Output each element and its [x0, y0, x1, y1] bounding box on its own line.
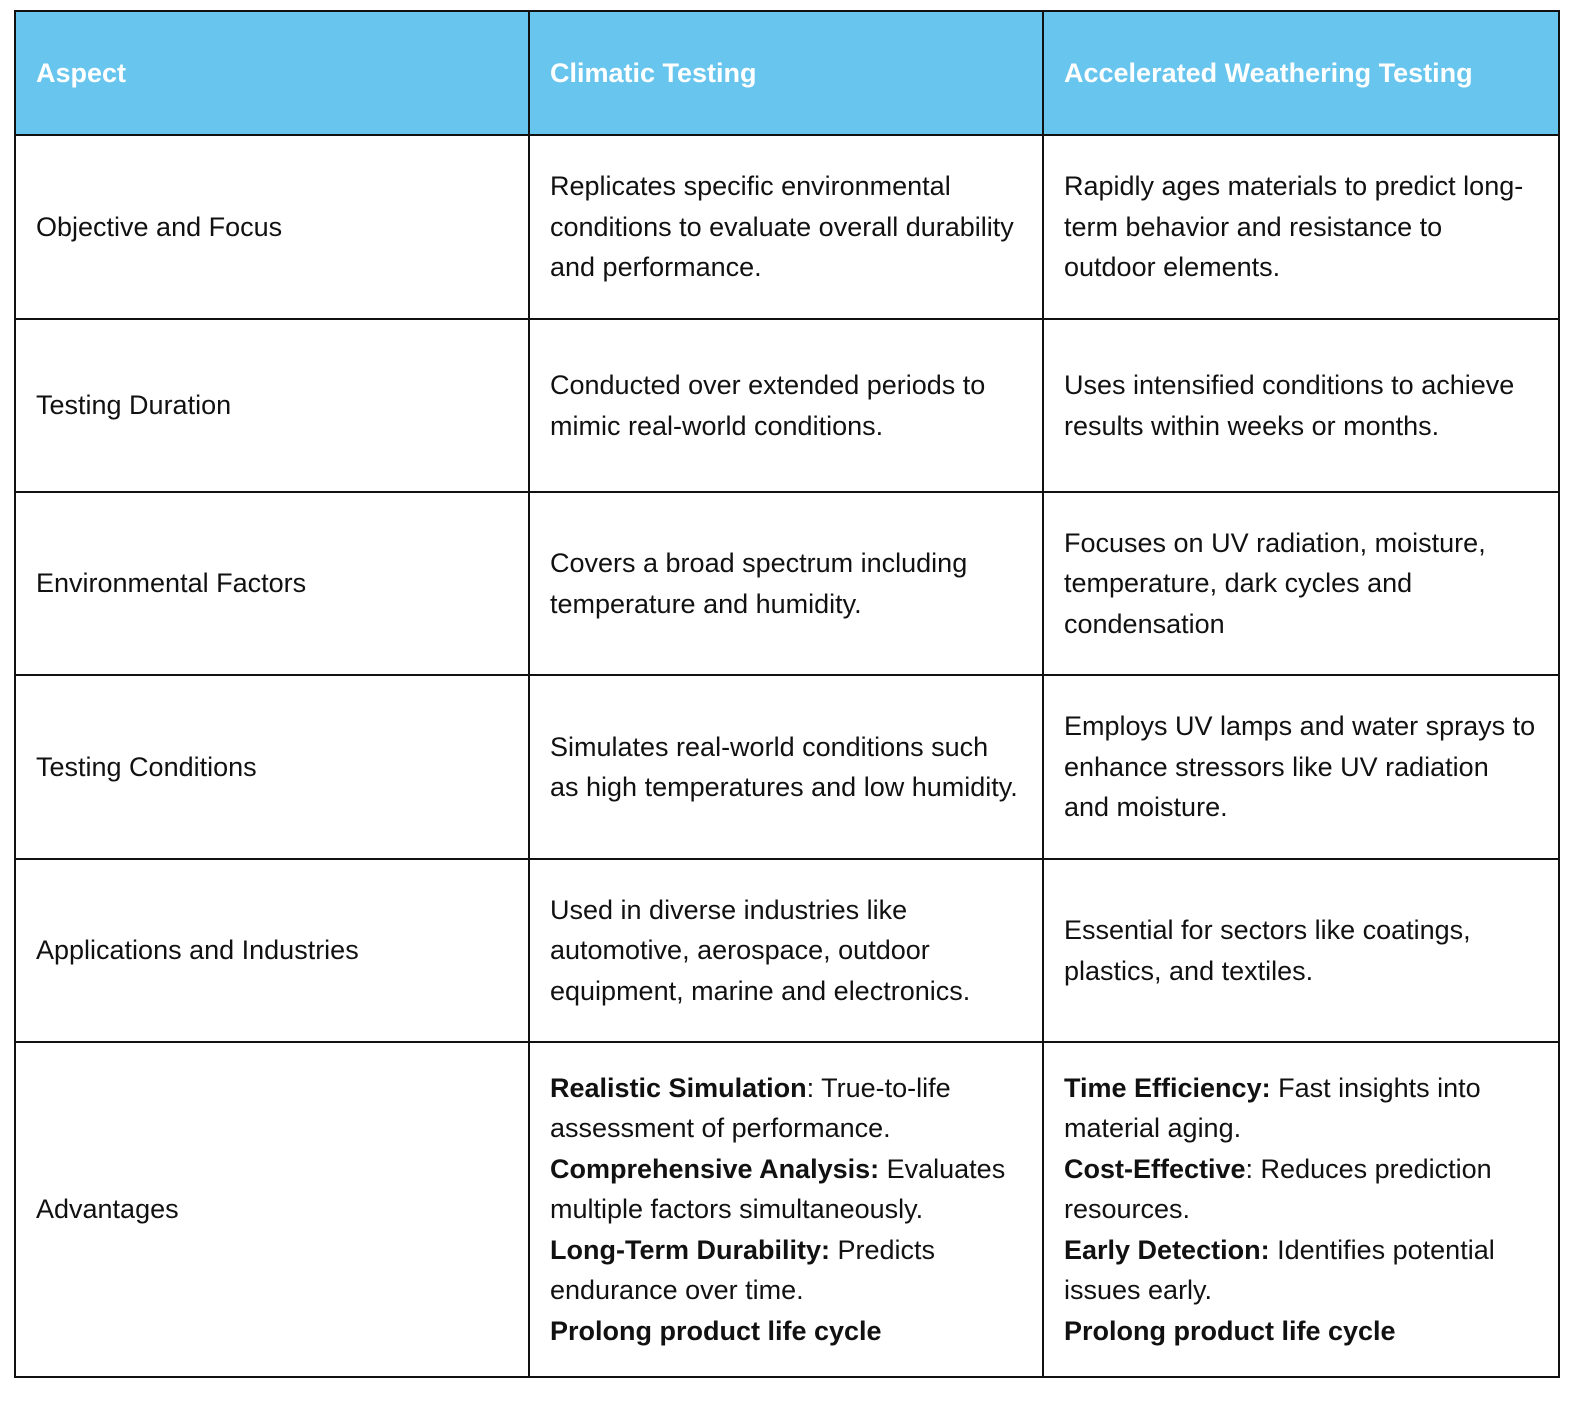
- advantage-title: Early Detection:: [1064, 1234, 1270, 1265]
- header-row: [15, 11, 1559, 135]
- advantage-title: Cost-Effective: [1064, 1153, 1246, 1184]
- advantage-text: : True-to-life assessment of performance.: [550, 1072, 951, 1144]
- accelerated-cell: Essential for sectors like coatings, plastics, and textiles.: [1043, 859, 1559, 1042]
- climatic-cell: Replicates specific environmental conditions to evaluate overall durability and performance.: [529, 135, 1043, 319]
- accelerated-cell: Uses intensified conditions to achieve results within weeks or months.: [1043, 319, 1559, 492]
- header-aspect: Aspect: [15, 11, 529, 135]
- accelerated-advantages-cell: [1043, 1042, 1559, 1377]
- advantage-title: Time Efficiency:: [1064, 1072, 1271, 1103]
- comparison-table-container: [14, 10, 1560, 1378]
- advantage-text: Fast insights into material aging.: [1064, 1072, 1481, 1144]
- advantage-title: Prolong product life cycle: [1064, 1315, 1396, 1346]
- advantage-title: Realistic Simulation: [550, 1072, 807, 1103]
- accelerated-cell: Focuses on UV radiation, moisture, temperature, dark cycles and condensation: [1043, 492, 1559, 675]
- table-row: [15, 319, 1559, 492]
- advantage-title: Long-Term Durability:: [550, 1234, 830, 1265]
- advantage-item: [550, 1230, 1022, 1311]
- aspect-cell: Applications and Industries: [15, 859, 529, 1042]
- accelerated-cell: Rapidly ages materials to predict long-term behavior and resistance to outdoor elements.: [1043, 135, 1559, 319]
- advantage-title: Comprehensive Analysis:: [550, 1153, 880, 1184]
- advantage-item: [1064, 1230, 1538, 1311]
- climatic-cell: Covers a broad spectrum including temperature and humidity.: [529, 492, 1043, 675]
- table-row: [15, 859, 1559, 1042]
- aspect-cell: Testing Conditions: [15, 675, 529, 859]
- climatic-advantages-cell: [529, 1042, 1043, 1377]
- advantage-item: [550, 1311, 1022, 1352]
- aspect-cell: Objective and Focus: [15, 135, 529, 319]
- advantage-title: Prolong product life cycle: [550, 1315, 882, 1346]
- climatic-cell: Used in diverse industries like automotive, aerospace, outdoor equipment, marine and electronics.: [529, 859, 1043, 1042]
- advantages-row: [15, 1042, 1559, 1377]
- accelerated-cell: Employs UV lamps and water sprays to enhance stressors like UV radiation and moisture.: [1043, 675, 1559, 859]
- advantage-text: Evaluates multiple factors simultaneously.: [550, 1153, 1006, 1225]
- header-accelerated-weathering-testing: Accelerated Weathering Testing: [1043, 11, 1559, 135]
- advantage-item: [550, 1149, 1022, 1230]
- aspect-cell: Advantages: [15, 1042, 529, 1377]
- table-row: [15, 135, 1559, 319]
- table-row: [15, 675, 1559, 859]
- advantage-item: [550, 1068, 1022, 1149]
- advantage-item: [1064, 1149, 1538, 1230]
- advantage-text: : Reduces prediction resources.: [1064, 1153, 1492, 1225]
- advantage-text: Predicts endurance over time.: [550, 1234, 936, 1306]
- comparison-table: [14, 10, 1560, 1378]
- table-row: [15, 492, 1559, 675]
- climatic-cell: Simulates real-world conditions such as high temperatures and low humidity.: [529, 675, 1043, 859]
- advantage-item: [1064, 1068, 1538, 1149]
- aspect-cell: Environmental Factors: [15, 492, 529, 675]
- aspect-cell: Testing Duration: [15, 319, 529, 492]
- advantage-text: Identifies potential issues early.: [1064, 1234, 1495, 1306]
- header-climatic-testing: Climatic Testing: [529, 11, 1043, 135]
- climatic-cell: Conducted over extended periods to mimic real-world conditions.: [529, 319, 1043, 492]
- advantage-item: [1064, 1311, 1538, 1352]
